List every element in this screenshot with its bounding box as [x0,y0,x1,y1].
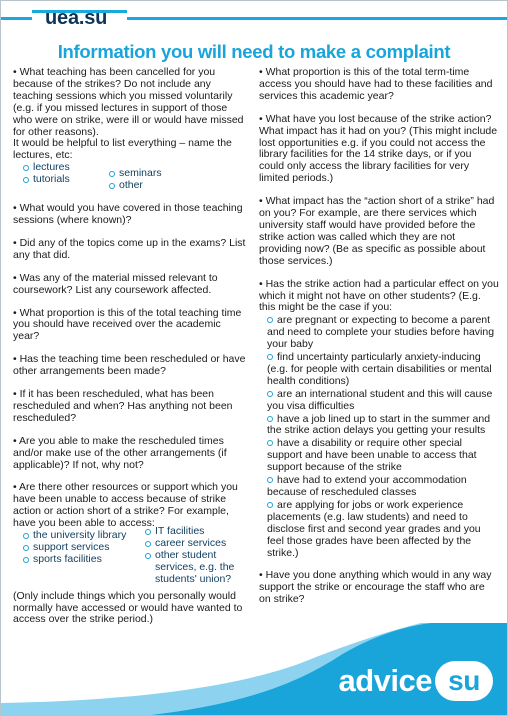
question-coursework [13,273,249,297]
left-column [13,67,249,637]
effect-text: are pregnant or expecting to become a parent and need to complete your studies before having your baby [267,314,495,351]
question-rescheduled [13,354,249,378]
question-text: • What proportion is this of the total teaching time you should have received over the academic year? [13,306,242,343]
option-item [23,174,109,186]
circle-bullet-icon [23,557,29,563]
advicesu-logo [338,661,493,701]
circle-bullet-icon [23,177,29,183]
effect-item [267,499,499,560]
option-item [109,180,162,192]
effect-item [267,437,499,474]
circle-bullet-icon [267,502,273,508]
circle-bullet-icon [23,533,29,539]
note-text: (Only include things which you personally would normally have accessed or would have wanted to access over the strike period.) [13,589,243,626]
effect-item [267,474,499,499]
question-topics-covered [13,203,249,227]
option-column [23,530,145,586]
effect-list [259,314,499,559]
option-label: other [119,179,143,192]
question-text: • What impact has the “action short of a strike” had on you? For example, are there services which university staff would have provided before the strike action was called which they are not providing now? (Be as specific as possible about those services.) [259,195,495,267]
question-text: • If it has been rescheduled, what has been rescheduled and when? Has anything not been rescheduled? [13,388,233,424]
footer-banner [1,623,507,715]
question-support-strike [259,570,499,606]
option-label: career services [155,537,227,549]
circle-bullet-icon [267,317,273,323]
option-label: seminars [119,167,162,180]
option-label: support services [33,541,110,553]
question-text: • What have you lost because of the strike action? What impact has it had on you? (This might include lost opportunities e.g. if you could not access the library facilities for the 14 strike days, or if you could only access the library facilities for very limited periods.) [259,112,498,185]
option-label: tutorials [33,173,70,186]
question-text: • Are you able to make the rescheduled times and/or make use of the other arrangements (if applicable)? If not, why not? [13,434,227,471]
option-item [145,550,245,586]
circle-bullet-icon [145,541,151,547]
question-text: • Was any of the material missed relevant to coursework? List any coursework affected. [13,271,218,296]
logo-advice-text: advice [338,663,432,698]
question-text: • What teaching has been cancelled for you because of the strikes? Do not include any teaching sessions which you missed voluntarily (e.g. if you missed lectures in support of those who were on strike, were ill or would have missed for other reasons). [13,66,244,138]
brand-logo-text: uea.su [45,7,108,29]
effect-text: are an international student and this will cause you visa difficulties [267,387,493,412]
option-column [23,162,109,192]
circle-bullet-icon [267,440,273,446]
question-teaching-proportion [13,308,249,344]
question-access-proportion [259,67,499,103]
question-exam-topics [13,238,249,262]
circle-bullet-icon [145,529,151,535]
question-what-lost [259,114,499,185]
question-able-to-attend [13,436,249,472]
circle-bullet-icon [267,391,273,397]
question-other-resources [13,482,249,585]
circle-bullet-icon [23,165,29,171]
circle-bullet-icon [145,553,151,559]
effect-item [267,413,499,438]
option-label: IT facilities [155,525,205,538]
question-rescheduled-when [13,389,249,425]
page-title: Information you will need to make a complaint [57,41,451,62]
question-text: • Did any of the topics come up in the exams? List any that did. [13,236,246,261]
note-personal-use [13,591,249,627]
circle-bullet-icon [109,171,115,177]
question-text: It would be helpful to list everything – name the lectures, etc: [13,137,232,162]
option-list [23,162,249,192]
question-text: • Have you done anything which would in any way support the strike or encourage the staff who are on strike? [259,569,492,606]
right-column [259,67,499,617]
question-text: • Has the teaching time been rescheduled or have other arrangements been made? [13,353,246,378]
effect-text: have a disability or require other special support and have been unable to access that support because of the strike [267,437,477,474]
question-particular-effect [259,279,499,560]
circle-bullet-icon [109,183,115,189]
effect-item [267,388,499,413]
option-column [145,526,245,586]
effect-text: find uncertainty particularly anxiety-inducing (e.g. for people with certain disabilities or mental health conditions) [267,351,492,387]
question-teaching-cancelled [13,67,249,192]
circle-bullet-icon [267,477,273,483]
option-label: other student services, e.g. the students' union? [155,548,235,585]
option-label: lectures [33,161,70,174]
option-label: sports facilities [33,552,102,565]
circle-bullet-icon [267,354,273,360]
option-list [23,525,249,586]
effect-item [267,351,499,388]
question-text: • What would you have covered in those teaching sessions (where known)? [13,202,243,226]
effect-text: have had to extend your accommodation because of rescheduled classes [267,474,467,498]
question-text: • Are there other resources or support which you have been unable to access because of strike action or action short of a strike? For example, have you been able to access: [13,481,238,530]
circle-bullet-icon [23,545,29,551]
option-column [109,162,162,192]
effect-text: have a job lined up to start in the summer and the strike action delays you getting your results [267,412,491,437]
circle-bullet-icon [267,416,273,422]
effect-item [267,314,499,351]
question-action-short-of-strike [259,196,499,267]
option-item [23,554,145,566]
option-label: the university library [33,529,127,542]
effect-text: are applying for jobs or work experience placements (e.g. law students) and need to disclose first and second year grades and you feel those grades have been affected by the strike.) [267,498,481,559]
question-text: • What proportion is this of the total term-time access you should have had to these facilities and services this academic year? [259,66,493,102]
question-text: • Has the strike action had a particular effect on you which it might not have on other students? (E.g. this might be the case if you: [259,277,499,314]
brand-header [1,1,508,35]
logo-su-badge: su [435,661,493,701]
